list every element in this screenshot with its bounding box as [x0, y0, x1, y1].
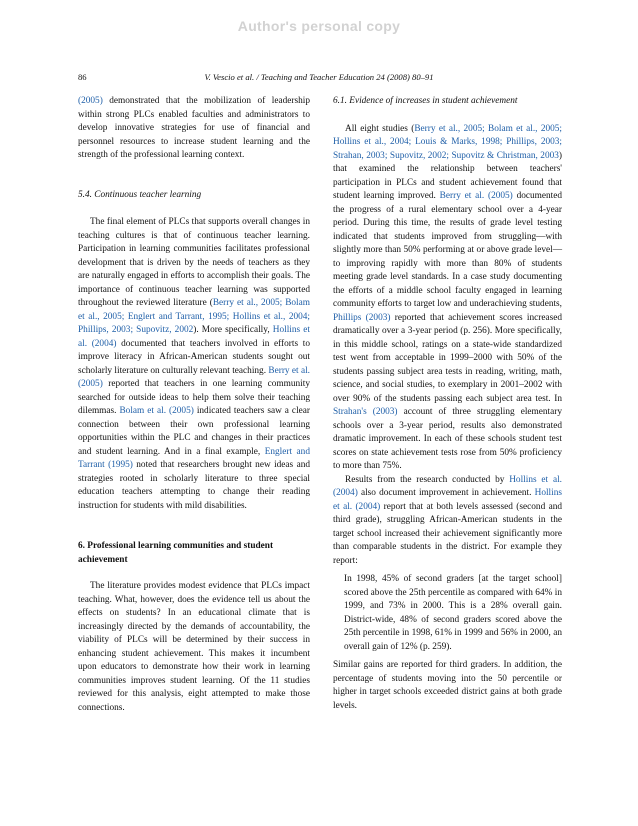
text-run: reported that teachers in one learning community searched for outside ideas to help them solve their teaching dilemmas. [78, 379, 310, 416]
reference-link[interactable]: Berry et al. (2005) [78, 365, 310, 389]
reference-link[interactable]: Hollins et al. (2004) [333, 474, 562, 498]
paragraph [333, 474, 562, 569]
left-column [78, 95, 310, 715]
text-run: documented the progress of a rural elementary school over a 4-year period. During this time, the results of grade level testing indicated that students improved from struggling—with slightly more than 50% performing at or above grade level—to improving rapidly with more than 80% of students meeting grade level standards. In a case study documenting the efforts of a middle school faculty engaged in learning community efforts to target low and underachieving students, [333, 191, 562, 309]
reference-link[interactable]: (2005) [78, 96, 103, 106]
text-run: ). More specifically, [193, 325, 273, 335]
reference-link[interactable]: Phillips (2003) [333, 312, 391, 323]
reference-link[interactable]: Hollins et al. (2004) [333, 488, 562, 512]
section-heading-6-1: 6.1. Evidence of increases in student achievement [333, 96, 518, 106]
paragraph [78, 216, 310, 513]
text-run: demonstrated that the mobilization of leadership within strong PLCs enabled faculties and administrators to develop innovative strategies for use of financial and personnel resources to increase student learning and the strength of the professional learning context. [78, 96, 310, 160]
section-heading-6: 6. Professional learning communities and student achievement [78, 541, 274, 565]
reference-link[interactable]: Bolam et al. (2005) [119, 406, 194, 416]
text-run: indicated teachers saw a clear connection between their own professional learning opportunities within the PLC and changes in their practices and student learning. And in a final example, [78, 406, 310, 457]
reference-link[interactable]: Berry et al., 2005; Bolam et al., 2005; Hollins et al., 2004; Louis & Marks, 1998; Phillips, 2003; Strahan, 2003; Supovitz, 2002; Supovitz & Christman, 2003 [333, 123, 562, 161]
journal-citation: V. Vescio et al. / Teaching and Teacher Education 24 (2008) 80–91 [204, 72, 434, 82]
right-column [333, 95, 562, 713]
paragraph: Similar gains are reported for third graders. In addition, the percentage of students moving into the 50 percentile or higher in target schools exceeded district gains at both grade levels. [333, 660, 562, 711]
text-run: noted that researchers brought new ideas and strategies rooted in scholarly literature to three special education teachers attempting to change their reading instruction for students with mild disabilities. [78, 460, 310, 511]
text-run: reported that achievement scores increased dramatically over a 3-year period (p. 256). More specifically, in this middle school, ratings on a state-wide standardized test went from acceptable in 1999–2000 with 50% of the students passing subject area tests in reading, writing, math, science, and social studies, to exemplary in 2001–2002 with over 90% of the students passing each subject area test. In [333, 312, 562, 404]
paragraph [78, 95, 310, 163]
text-run: documented that teachers involved in efforts to improve literacy in African-American students sought out scholarly literature on culturally relevant teaching. [78, 338, 310, 376]
paragraph [333, 123, 562, 474]
text-run: All eight studies ( [345, 123, 415, 134]
text-run: account of three struggling elementary schools over a 3-year period, results also demonstrated dramatic improvement. In each of these schools student test scores on state achievement tests rose from 50% proficiency to more than 75%. [333, 407, 562, 471]
paragraph: The literature provides modest evidence that PLCs impact teaching. What, however, does the evidence tell us about the effects on students? In an educational climate that is increasingly directed by the demands of accountability, the viability of PLCs will be determined by their success in enhancing student achievement. This makes it incumbent upon educators to demonstrate how their work in learning communities improves student learning. Of the 11 studies reviewed for this analysis, eight attempted to make those connections. [78, 581, 310, 713]
text-run: Results from the research conducted by [345, 474, 510, 485]
reference-link[interactable]: Strahan's (2003) [333, 407, 398, 417]
text-run: The final element of PLCs that supports overall changes in teaching cultures is that of continuous teacher learning. Participation in learning communities facilitates professional development that is driven by the needs of teachers as they are naturally engaged in efforts to accomplish their goals. The importance of continuous teacher learning was supported throughout the reviewed literature ( [78, 217, 310, 308]
reference-link[interactable]: Hollins et al. (2004) [78, 325, 310, 349]
reference-link[interactable]: Berry et al., 2005; Bolam et al., 2005; Englert and Tarrant, 1995; Hollins et al., 2004; Phillips, 2003; Supovitz, 2002 [78, 298, 310, 335]
text-run: report that at both levels assessed (second and third grade), struggling African-American students in the target school increased their achievement significantly more than comparable students in the district. For example they report: [333, 501, 562, 566]
reference-link[interactable]: Berry et al. (2005) [439, 191, 513, 201]
page-number: 86 [78, 72, 87, 82]
block-quote: In 1998, 45% of second graders [at the target school] scored above the 25th percentile as compared with 64% in 1999, and 73% in 2000. This is a 28% overall gain. District-wide, 48% of second graders scored above the 25th percentile in 1998, 61% in 1999 and 56% in 2000, an overall gain of 12% (p. 259). [344, 574, 562, 652]
reference-link[interactable]: Englert and Tarrant (1995) [78, 446, 310, 470]
watermark: Author's personal copy [237, 18, 401, 34]
text-run: ) that examined the relationship between teachers' participation in PLCs and student achievement found that student learning improved. [333, 150, 562, 201]
text-run: also document improvement in achievement. [357, 488, 535, 498]
section-heading-5-4: 5.4. Continuous teacher learning [78, 189, 202, 200]
